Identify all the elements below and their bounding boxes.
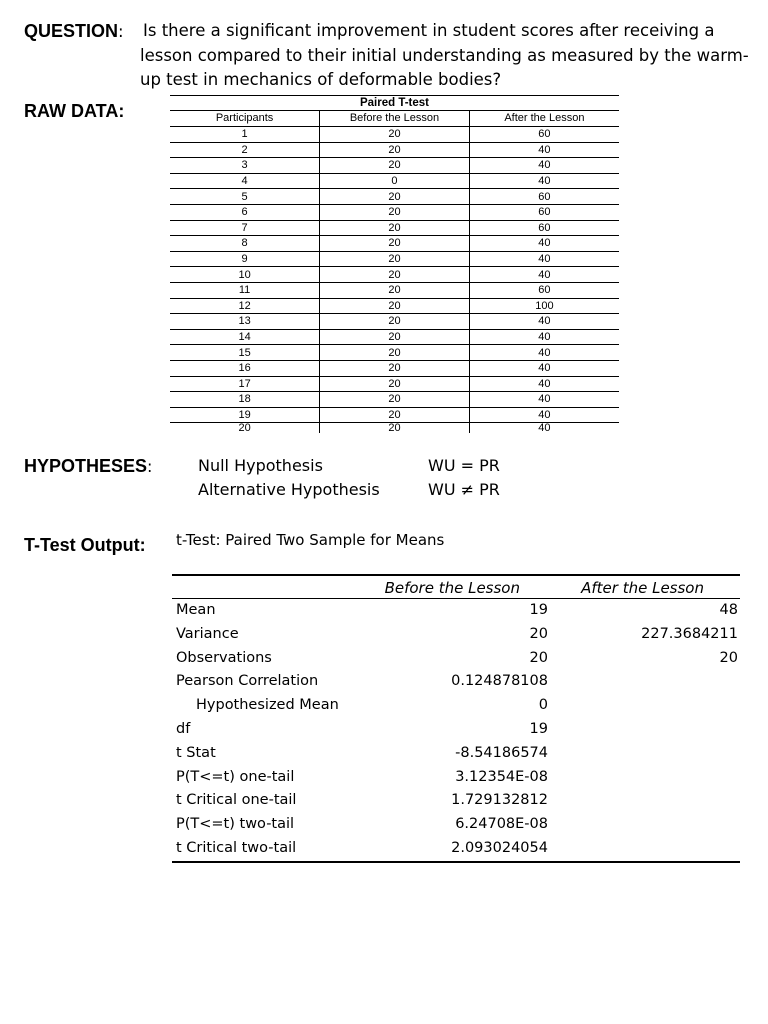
hypotheses-label: HYPOTHESES — [24, 456, 148, 476]
after-cell: 40 — [469, 360, 619, 376]
ttest-row — [172, 647, 740, 671]
ttest-row — [172, 837, 740, 861]
ttest-row — [172, 718, 740, 742]
hypotheses-colon: : — [147, 457, 153, 476]
participant-cell: 18 — [170, 392, 320, 408]
before-cell: 20 — [320, 251, 470, 267]
question-line-2: lesson compared to their initial understanding as measured by the warm- — [140, 46, 749, 65]
ttest-row — [172, 789, 740, 813]
ttest-row-label: Hypothesized Mean — [196, 697, 339, 714]
raw-data-title: Paired T-test — [170, 95, 619, 111]
before-cell: 20 — [320, 189, 470, 205]
after-cell: 60 — [469, 282, 619, 298]
after-cell: 40 — [469, 329, 619, 345]
table-row — [170, 204, 619, 220]
raw-data-label: RAW DATA: — [24, 101, 125, 121]
ttest-label: T-Test Output: — [24, 535, 146, 555]
before-cell: 20 — [320, 407, 470, 423]
ttest-row-label: t Critical two-tail — [176, 839, 297, 856]
ttest-value-before: 20 — [529, 625, 548, 642]
ttest-row-label: Pearson Correlation — [176, 673, 319, 690]
before-cell: 20 — [320, 282, 470, 298]
ttest-caption: t-Test: Paired Two Sample for Means — [176, 531, 445, 549]
after-cell: 60 — [469, 127, 619, 143]
participant-cell: 8 — [170, 236, 320, 252]
ttest-output-table — [172, 574, 740, 863]
column-header-participants: Participants — [170, 111, 320, 127]
ttest-row — [172, 694, 740, 718]
participant-cell: 17 — [170, 376, 320, 392]
participant-cell: 19 — [170, 407, 320, 423]
participant-cell: 1 — [170, 127, 320, 143]
ttest-row-label: df — [176, 720, 191, 737]
table-row — [170, 267, 619, 283]
participant-cell: 4 — [170, 173, 320, 189]
before-cell: 20 — [320, 267, 470, 283]
ttest-value-before: -8.54186574 — [455, 744, 548, 761]
participant-cell: 20 — [238, 422, 251, 434]
after-cell: 40 — [469, 345, 619, 361]
ttest-value-before: 1.729132812 — [451, 792, 548, 809]
participant-cell: 9 — [170, 251, 320, 267]
participant-cell: 14 — [170, 329, 320, 345]
ttest-value-before: 0.124878108 — [451, 673, 548, 690]
ttest-row — [172, 813, 740, 837]
ttest-value-before: 19 — [529, 720, 548, 737]
ttest-value-after: 20 — [719, 649, 738, 666]
ttest-row — [172, 623, 740, 647]
ttest-row-label: t Stat — [176, 744, 216, 761]
after-cell: 40 — [469, 158, 619, 174]
participant-cell: 7 — [170, 220, 320, 236]
question-line-1: Is there a significant improvement in student scores after receiving a — [143, 21, 715, 40]
after-cell: 40 — [469, 267, 619, 283]
before-cell: 0 — [320, 173, 470, 189]
participant-cell: 11 — [170, 282, 320, 298]
participant-cell: 6 — [170, 204, 320, 220]
after-cell: 40 — [469, 236, 619, 252]
ttest-column-before: Before the Lesson — [384, 579, 520, 597]
participant-cell: 16 — [170, 360, 320, 376]
before-cell: 20 — [320, 329, 470, 345]
after-cell: 40 — [469, 314, 619, 330]
ttest-value-before: 6.24708E-08 — [455, 816, 548, 833]
ttest-value-after: 227.3684211 — [641, 625, 738, 642]
ttest-value-after: 48 — [719, 602, 738, 618]
before-cell: 20 — [320, 345, 470, 361]
after-cell: 40 — [469, 423, 619, 434]
after-cell: 40 — [469, 142, 619, 158]
question-heading — [24, 20, 124, 44]
ttest-row — [172, 670, 740, 694]
before-cell: 20 — [320, 142, 470, 158]
alt-hypothesis-value: WU ≠ PR — [428, 480, 500, 499]
ttest-header-row — [172, 576, 740, 599]
ttest-value-before: 20 — [529, 649, 548, 666]
after-cell: 40 — [469, 251, 619, 267]
before-cell: 20 — [320, 360, 470, 376]
participant-cell: 5 — [170, 189, 320, 205]
table-row — [170, 173, 619, 189]
table-row — [170, 127, 619, 143]
before-cell: 20 — [320, 376, 470, 392]
alt-hypothesis-label: Alternative Hypothesis — [198, 480, 380, 499]
table-row — [170, 220, 619, 236]
participant-cell: 12 — [170, 298, 320, 314]
ttest-row — [172, 742, 740, 766]
before-cell: 20 — [320, 236, 470, 252]
before-cell: 20 — [320, 204, 470, 220]
table-row — [170, 251, 619, 267]
after-cell: 60 — [469, 220, 619, 236]
question-colon: : — [118, 22, 124, 41]
ttest-row-label: Mean — [176, 602, 216, 618]
ttest-row-label: t Critical one-tail — [176, 792, 297, 809]
table-row — [170, 282, 619, 298]
question-line-3: up test in mechanics of deformable bodies? — [140, 70, 502, 89]
ttest-value-before: 0 — [538, 697, 548, 714]
table-row — [170, 360, 619, 376]
ttest-row — [172, 766, 740, 790]
before-cell: 20 — [320, 298, 470, 314]
column-header-before: Before the Lesson — [320, 111, 470, 127]
table-row — [170, 345, 619, 361]
table-row — [170, 142, 619, 158]
ttest-row-label: P(T<=t) one-tail — [176, 768, 295, 785]
ttest-row-label: Observations — [176, 649, 272, 666]
ttest-row-label: Variance — [176, 625, 239, 642]
null-hypothesis-value: WU = PR — [428, 456, 500, 475]
participant-cell: 2 — [170, 142, 320, 158]
after-cell: 60 — [469, 189, 619, 205]
participant-cell: 15 — [170, 345, 320, 361]
ttest-body — [172, 599, 740, 861]
ttest-row-label: P(T<=t) two-tail — [176, 816, 295, 833]
raw-data-body — [170, 127, 619, 434]
before-cell: 20 — [320, 314, 470, 330]
before-cell: 20 — [320, 423, 470, 434]
raw-data-table — [170, 95, 619, 433]
column-header-after: After the Lesson — [469, 111, 619, 127]
after-cell: 40 — [469, 407, 619, 423]
before-cell: 20 — [320, 127, 470, 143]
ttest-row — [172, 599, 740, 623]
after-cell: 40 — [469, 376, 619, 392]
null-hypothesis-label: Null Hypothesis — [198, 456, 323, 475]
before-cell: 20 — [320, 220, 470, 236]
table-row — [170, 392, 619, 408]
after-cell: 60 — [469, 204, 619, 220]
table-row — [170, 298, 619, 314]
question-label: QUESTION — [24, 21, 119, 41]
table-row — [170, 314, 619, 330]
after-cell: 40 — [469, 392, 619, 408]
table-row — [170, 407, 619, 423]
participant-cell: 13 — [170, 314, 320, 330]
table-row — [170, 158, 619, 174]
table-row — [170, 423, 619, 434]
participant-cell: 10 — [170, 267, 320, 283]
before-cell: 20 — [320, 158, 470, 174]
table-row — [170, 329, 619, 345]
ttest-value-before: 19 — [529, 602, 548, 618]
participant-cell: 3 — [170, 158, 320, 174]
hypotheses-heading — [24, 456, 152, 477]
table-row — [170, 376, 619, 392]
table-row — [170, 236, 619, 252]
after-cell: 100 — [469, 298, 619, 314]
before-cell: 20 — [320, 392, 470, 408]
ttest-value-before: 3.12354E-08 — [455, 768, 548, 785]
table-row — [170, 189, 619, 205]
ttest-value-before: 2.093024054 — [451, 839, 548, 856]
ttest-column-after: After the Lesson — [581, 579, 704, 597]
after-cell: 40 — [469, 173, 619, 189]
